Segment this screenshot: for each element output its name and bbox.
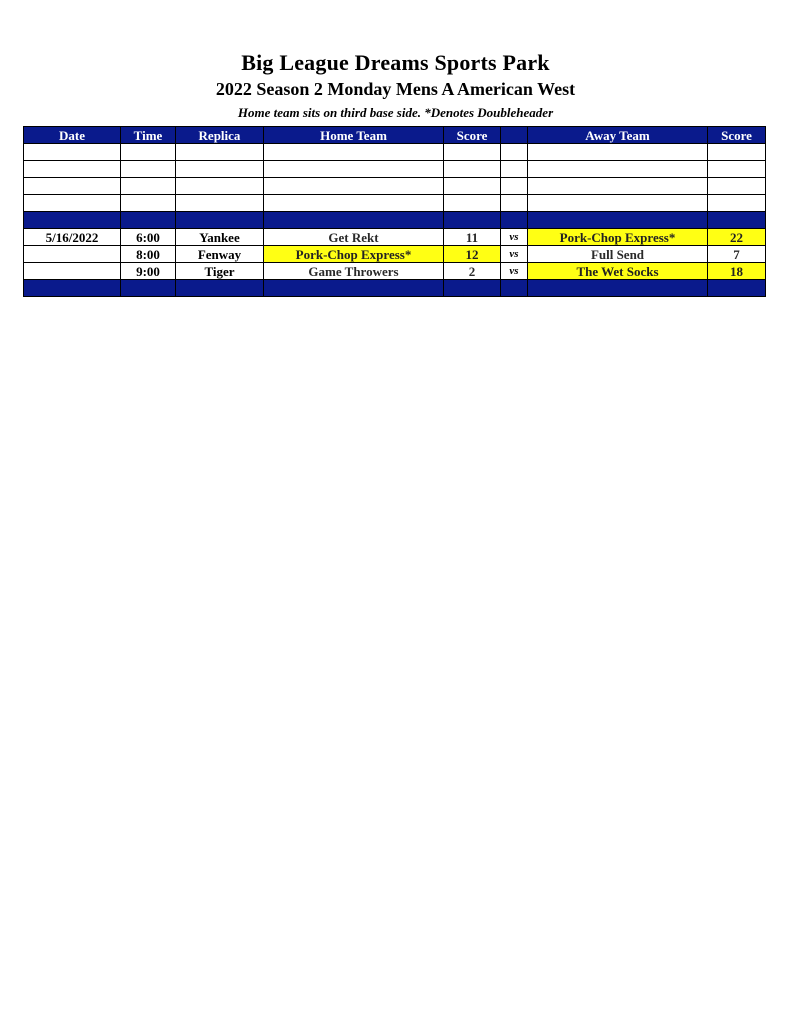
empty-row [24,178,766,195]
column-header-away-score: Score [708,127,766,144]
divider-band [24,212,766,229]
game-date: 5/16/2022 [24,229,121,246]
away-score: 18 [708,263,766,280]
versus-label: vs [501,263,528,280]
home-team: Get Rekt [264,229,444,246]
column-header-date: Date [24,127,121,144]
away-team: The Wet Socks [528,263,708,280]
schedule-table [23,126,766,297]
game-replica: Yankee [176,229,264,246]
game-replica: Fenway [176,246,264,263]
home-score: 12 [444,246,501,263]
table-header-row [24,127,766,144]
game-time: 8:00 [121,246,176,263]
game-replica: Tiger [176,263,264,280]
game-time: 6:00 [121,229,176,246]
column-header-home-score: Score [444,127,501,144]
game-time: 9:00 [121,263,176,280]
home-team: Pork-Chop Express* [264,246,444,263]
column-header-away-team: Away Team [528,127,708,144]
spacer-row [24,195,766,212]
home-score: 2 [444,263,501,280]
empty-row [24,144,766,161]
game-row [24,229,766,246]
away-team: Pork-Chop Express* [528,229,708,246]
footer-band [24,280,766,297]
away-score: 7 [708,246,766,263]
versus-label: vs [501,246,528,263]
column-header-time: Time [121,127,176,144]
away-score: 22 [708,229,766,246]
away-team: Full Send [528,246,708,263]
game-row [24,263,766,280]
home-score: 11 [444,229,501,246]
schedule-note: Home team sits on third base side. *Denotes Doubleheader [237,105,554,120]
game-date [24,246,121,263]
empty-row [24,161,766,178]
game-row [24,246,766,263]
league-subtitle: 2022 Season 2 Monday Mens A American West [215,79,576,99]
home-team: Game Throwers [264,263,444,280]
page-title: Big League Dreams Sports Park [241,50,550,75]
column-header-replica: Replica [176,127,264,144]
versus-label: vs [501,229,528,246]
column-header-vs [501,127,528,144]
game-date [24,263,121,280]
column-header-home-team: Home Team [264,127,444,144]
